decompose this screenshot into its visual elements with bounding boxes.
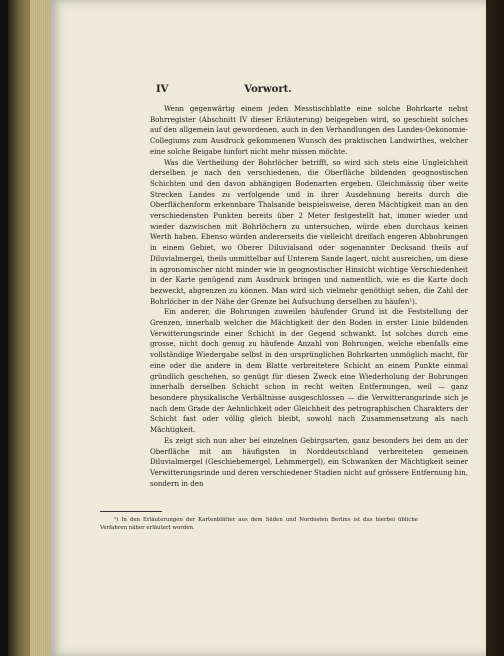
page-stack-edge	[30, 0, 52, 656]
body-text	[150, 104, 468, 489]
footnote: ¹) In den Erläuterungen der Kartenblätter aus dem Süden und Nordosten Berlins ist das hierbei übliche Verfahren näher erläutert worden.	[100, 517, 418, 531]
book-binding-right	[486, 0, 504, 656]
running-title: Vorwort.	[244, 84, 292, 95]
book-page	[50, 0, 486, 656]
page-number: IV	[156, 84, 169, 95]
paragraph: Ein anderer, die Bohrungen zuweilen häufender Grund ist die Feststellung der Grenzen, innerhalb welcher die Mächtigkeit der den Boden in erster Linie bildenden Verwitterungsrinde einer Schicht in der Gegend schwankt. Ist solches durch eine grosse, nicht doch genug zu häufende Anzahl von Bohrungen, welche ebenfalls eine vollständige Wiedergabe selbst in den ursprünglichen Bohrkarten unmöglich macht, für eine oder die andere in dem Blatte verbreitetere Schicht an einem Punkte einmal gründlich geschehen, so genügt für diesen Zweck eine Wiederholung der Bohrungen innerhalb derselben Schicht schon in recht weiten Entfernungen, weil — ganz besondere physikalische Verhältnisse ausgeschlossen — die Verwitterungsrinde sich je nach dem Grade der Aehnlichkeit oder Gleichheit des petrographischen Charakters der Schicht fast oder völlig gleich bleibt, sowohl nach Zusammensetzung als nach Mächtigkeit.	[150, 307, 468, 435]
paragraph: Was die Vertheilung der Bohrlöcher betrifft, so wird sich stets eine Ungleichheit derselben je nach den verschiedenen, die Oberfläche bildenden geognostischen Schichten und den davon abhängigen Bodenarten ergeben. Gleichmässig über weite Strecken Landes zu verfolgende und in ihrer Ausdehnung bereits durch die Oberflächenform erkennbare Thalsande beispielsweise, deren Mächtigkeit man an den verschiedensten Punkten bereits über 2 Meter festgestellt hat, immer wieder und wieder dazwischen mit Bohrlöchern zu untersuchen, würde eben durchaus keinen Werth haben. Ebenso würden andererseits die vielleicht dreifach engeren Abbohrungen in einem Gebiet, wo Oberer Diluvialsand oder sogenannter Decksand theils auf Diluvialmergel, theils unmittelbar auf Unterem Sande lagert, nicht ausreichen, um diese in agronomischer nicht minder wie in geognostischer Hinsicht wichtige Verschiedenheit in der Karte genügend zum Ausdruck bringen und namentlich, wie es die Karte doch bezweckt, abgrenzen zu können. Man wird sich vielmehr genöthigt sehen, die Zahl der Bohrlöcher in der Nähe der Grenze bei Aufsuchung derselben zu häufen¹).	[150, 157, 468, 306]
footnote-rule	[100, 511, 162, 512]
paragraph: Wenn gegenwärtig einem jeden Messtischblatte eine solche Bohrkarte nebst Bohrregister (Abschnitt IV dieser Erläuterung) beigegeben wird, so geschieht solches auf den allgemein laut gewordenen, auch in den Verhandlungen des Landes-Oekonomie-Collegiums zum Ausdruck gekommenen Wunsch des praktischen Landwirthes, welcher eine solche Beigabe hinfort nicht mehr missen möchte.	[150, 104, 468, 156]
page-header	[50, 84, 486, 100]
paragraph: Es zeigt sich nun aber bei einzelnen Gebirgsarten, ganz besonders bei dem an der Oberfläche mit am häufigsten in Norddeutschland verbreiteten gemeinen Diluvialmergel (Geschiebemergel, Lehmmergel), ein Schwanken der Mächtigkeit seiner Verwitterungsrinde und deren verschiedener Stadien nicht auf grössere Entfernung hin, sondern in den	[150, 435, 468, 488]
